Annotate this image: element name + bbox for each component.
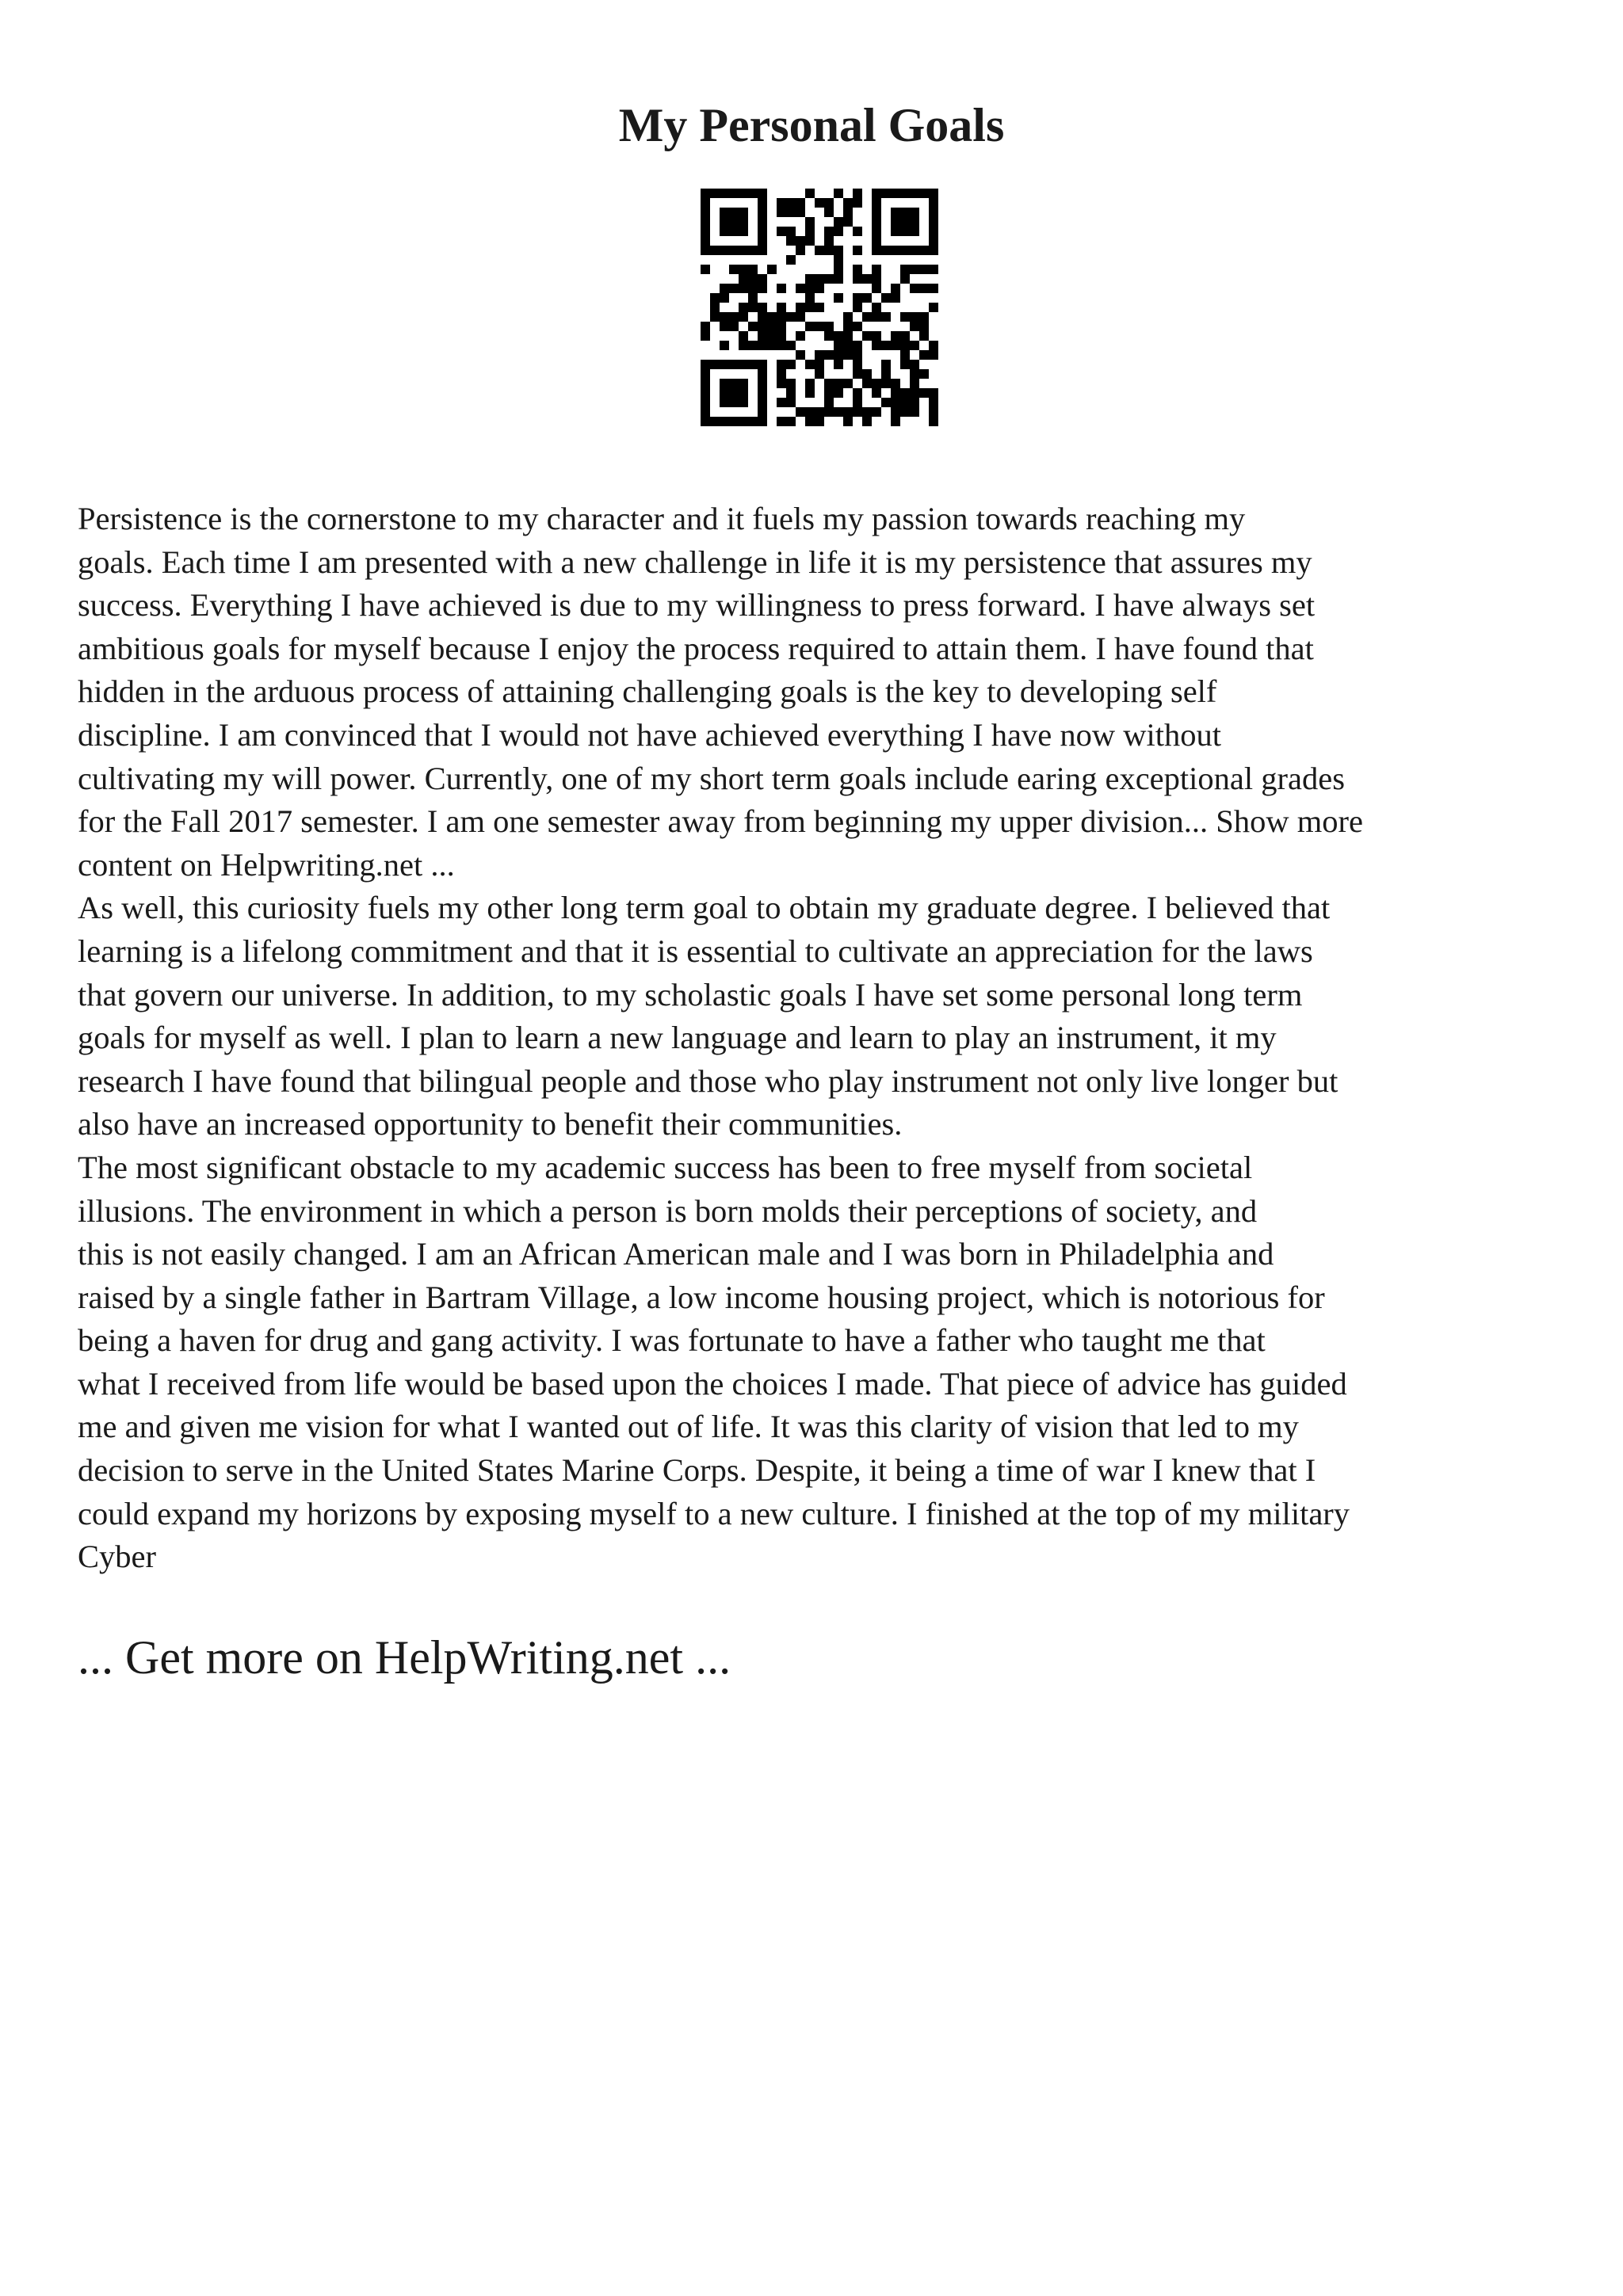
text-line: Cyber	[78, 1539, 156, 1575]
text-line: content on Helpwriting.net ...	[78, 846, 455, 883]
text-line: could expand my horizons by exposing myself to a new culture. I finished at the top of my military	[78, 1495, 1350, 1531]
page-title: My Personal Goals	[618, 99, 1005, 151]
text-line: discipline. I am convinced that I would not have achieved everything I have now without	[78, 716, 1221, 753]
qr-code	[701, 189, 938, 426]
text-line: learning is a lifelong commitment and that it is essential to cultivate an appreciation for the laws	[78, 933, 1313, 969]
text-line: hidden in the arduous process of attaining challenging goals is the key to developing self	[78, 673, 1217, 710]
text-line: this is not easily changed. I am an African American male and I was born in Philadelphia and	[78, 1236, 1274, 1272]
text-line: me and given me vision for what I wanted out of life. It was this clarity of vision that led to my	[78, 1409, 1299, 1445]
text-line: research I have found that bilingual people and those who play instrument not only live longer but	[78, 1062, 1338, 1099]
text-line: success. Everything I have achieved is due to my willingness to press forward. I have always set	[78, 587, 1316, 624]
text-line: being a haven for drug and gang activity. I was fortunate to have a father who taught me that	[78, 1322, 1266, 1359]
text-line: ambitious goals for myself because I enjoy the process required to attain them. I have found that	[78, 630, 1314, 666]
text-line: raised by a single father in Bartram Village, a low income housing project, which is notorious for	[78, 1279, 1325, 1315]
text-line: As well, this curiosity fuels my other long term goal to obtain my graduate degree. I believed that	[78, 890, 1331, 926]
text-line: what I received from life would be based upon the choices I made. That piece of advice has guided	[78, 1365, 1347, 1402]
text-line: decision to serve in the United States Marine Corps. Despite, it being a time of war I knew that I	[78, 1452, 1316, 1489]
text-line: cultivating my will power. Currently, one of my short term goals include earing exceptional grades	[78, 760, 1345, 796]
body-text	[78, 498, 1568, 1579]
text-line: also have an increased opportunity to benefit their communities.	[78, 1106, 903, 1142]
text-line: Persistence is the cornerstone to my character and it fuels my passion towards reaching my	[78, 501, 1246, 536]
text-line: for the Fall 2017 semester. I am one semester away from beginning my upper division... Show more	[78, 803, 1363, 840]
text-line: that govern our universe. In addition, to my scholastic goals I have set some personal long term	[78, 976, 1303, 1013]
get-more-link[interactable]: ... Get more on HelpWriting.net ...	[78, 1631, 731, 1684]
text-line: The most significant obstacle to my academic success has been to free myself from societal	[78, 1149, 1253, 1185]
text-line: goals. Each time I am presented with a new challenge in life it is my persistence that assures my	[78, 543, 1312, 580]
text-line: goals for myself as well. I plan to learn a new language and learn to play an instrument, it my	[78, 1020, 1277, 1056]
text-line: illusions. The environment in which a person is born molds their perceptions of society, and	[78, 1192, 1258, 1229]
